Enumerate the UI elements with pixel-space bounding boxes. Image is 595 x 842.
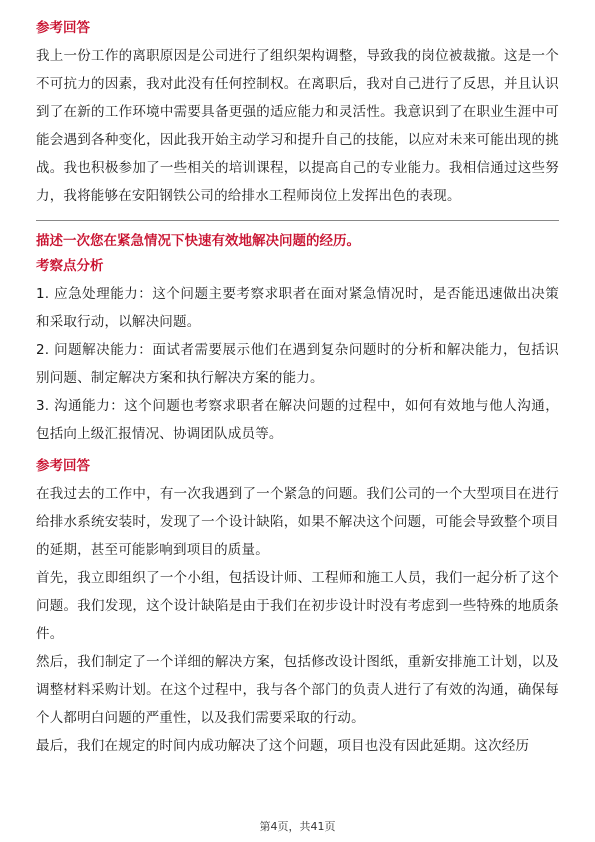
reference-answer-heading-2: 参考回答 [36, 458, 90, 474]
answer-paragraph-1: 在我过去的工作中，有一次我遇到了一个紧急的问题。我们公司的一个大型项目在进行给排水系统安装时，发现了一个设计缺陷，如果不解决这个问题，可能会导致整个项目的延期，甚至可能影响到项目的质量。 [36, 486, 559, 558]
analysis-item-1: 1. 应急处理能力：这个问题主要考察求职者在面对紧急情况时，是否能迅速做出决策和采取行动，以解决问题。 [36, 286, 559, 330]
reference-answer-paragraph-1: 我上一份工作的离职原因是公司进行了组织架构调整，导致我的岗位被裁撤。这是一个不可抗力的因素，我对此没有任何控制权。在离职后，我对自己进行了反思，并且认识到了在新的工作环境中需要具备更强的适应能力和灵活性。我意识到了在职业生涯中可能会遇到各种变化，因此我开始主动学习和提升自己的技能，以应对未来可能出现的挑战。我也积极参加了一些相关的培训课程，以提高自己的专业能力。我相信通过这些努力，我将能够在安阳钢铁公司的给排水工程师岗位上发挥出色的表现。 [36, 48, 559, 204]
answer-paragraph-3: 然后，我们制定了一个详细的解决方案，包括修改设计图纸，重新安排施工计划，以及调整材料采购计划。在这个过程中，我与各个部门的负责人进行了有效的沟通，确保每个人都明白问题的严重性，以及我们需要采取的行动。 [36, 654, 559, 726]
answer-paragraph-2: 首先，我立即组织了一个小组，包括设计师、工程师和施工人员，我们一起分析了这个问题。我们发现，这个设计缺陷是由于我们在初步设计时没有考虑到一些特殊的地质条件。 [36, 570, 559, 642]
page-content [36, 18, 559, 760]
analysis-heading: 考察点分析 [36, 258, 104, 274]
section-divider [36, 220, 559, 221]
analysis-item-3: 3. 沟通能力：这个问题也考察求职者在解决问题的过程中，如何有效地与他人沟通，包括向上级汇报情况、协调团队成员等。 [36, 398, 559, 442]
page-number-footer: 第4页，共41页 [259, 820, 336, 833]
reference-answer-heading-1: 参考回答 [36, 20, 90, 36]
analysis-item-2: 2. 问题解决能力：面试者需要展示他们在遇到复杂问题时的分析和解决能力，包括识别问题、制定解决方案和执行解决方案的能力。 [36, 342, 559, 386]
interview-question: 描述一次您在紧急情况下快速有效地解决问题的经历。 [36, 233, 360, 249]
answer-paragraph-4: 最后，我们在规定的时间内成功解决了这个问题，项目也没有因此延期。这次经历 [36, 738, 530, 754]
